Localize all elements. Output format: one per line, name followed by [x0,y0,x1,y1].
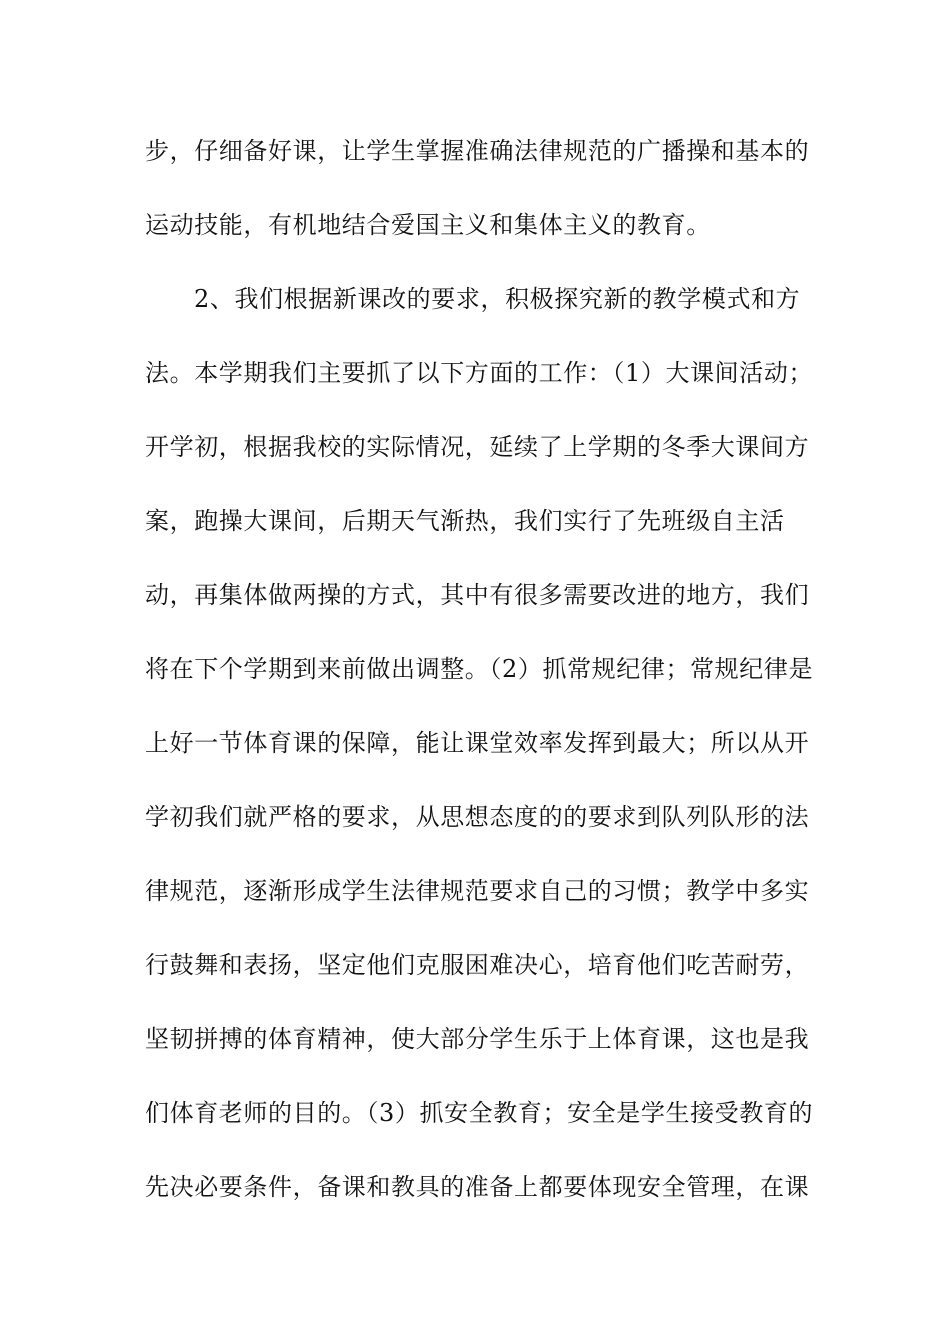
text-line-11: 律规范，逐渐形成学生法律规范要求自己的习惯；教学中多实 [145,877,810,905]
text-line-3: 2、我们根据新课改的要求，积极探究新的教学模式和方 [194,285,801,313]
text-line-5: 开学初，根据我校的实际情况，延续了上学期的冬季大课间方 [145,433,810,461]
text-line-7: 动，再集体做两操的方式，其中有很多需要改进的地方，我们 [145,581,810,609]
text-line-9: 上好一节体育课的保障，能让课堂效率发挥到最大；所以从开 [145,729,810,757]
text-line-15: 先决必要条件，备课和教具的准备上都要体现安全管理，在课 [145,1173,810,1201]
text-line-8: 将在下个学期到来前做出调整。（2）抓常规纪律；常规纪律是 [145,655,814,683]
text-line-14: 们体育老师的目的。（3）抓安全教育；安全是学生接受教育的 [145,1099,814,1127]
text-line-10: 学初我们就严格的要求，从思想态度的的要求到队列队形的法 [145,803,810,831]
text-line-12: 行鼓舞和表扬，坚定他们克服困难决心，培育他们吃苦耐劳， [145,951,810,979]
text-line-2: 运动技能，有机地结合爱国主义和集体主义的教育。 [145,211,711,239]
text-line-1: 步，仔细备好课，让学生掌握准确法律规范的广播操和基本的 [145,137,810,165]
text-line-4: 法。本学期我们主要抓了以下方面的工作：（1）大课间活动； [145,359,814,387]
text-line-6: 案，跑操大课间，后期天气渐热，我们实行了先班级自主活 [145,507,785,535]
text-line-13: 坚韧拼搏的体育精神，使大部分学生乐于上体育课，这也是我 [145,1025,810,1053]
